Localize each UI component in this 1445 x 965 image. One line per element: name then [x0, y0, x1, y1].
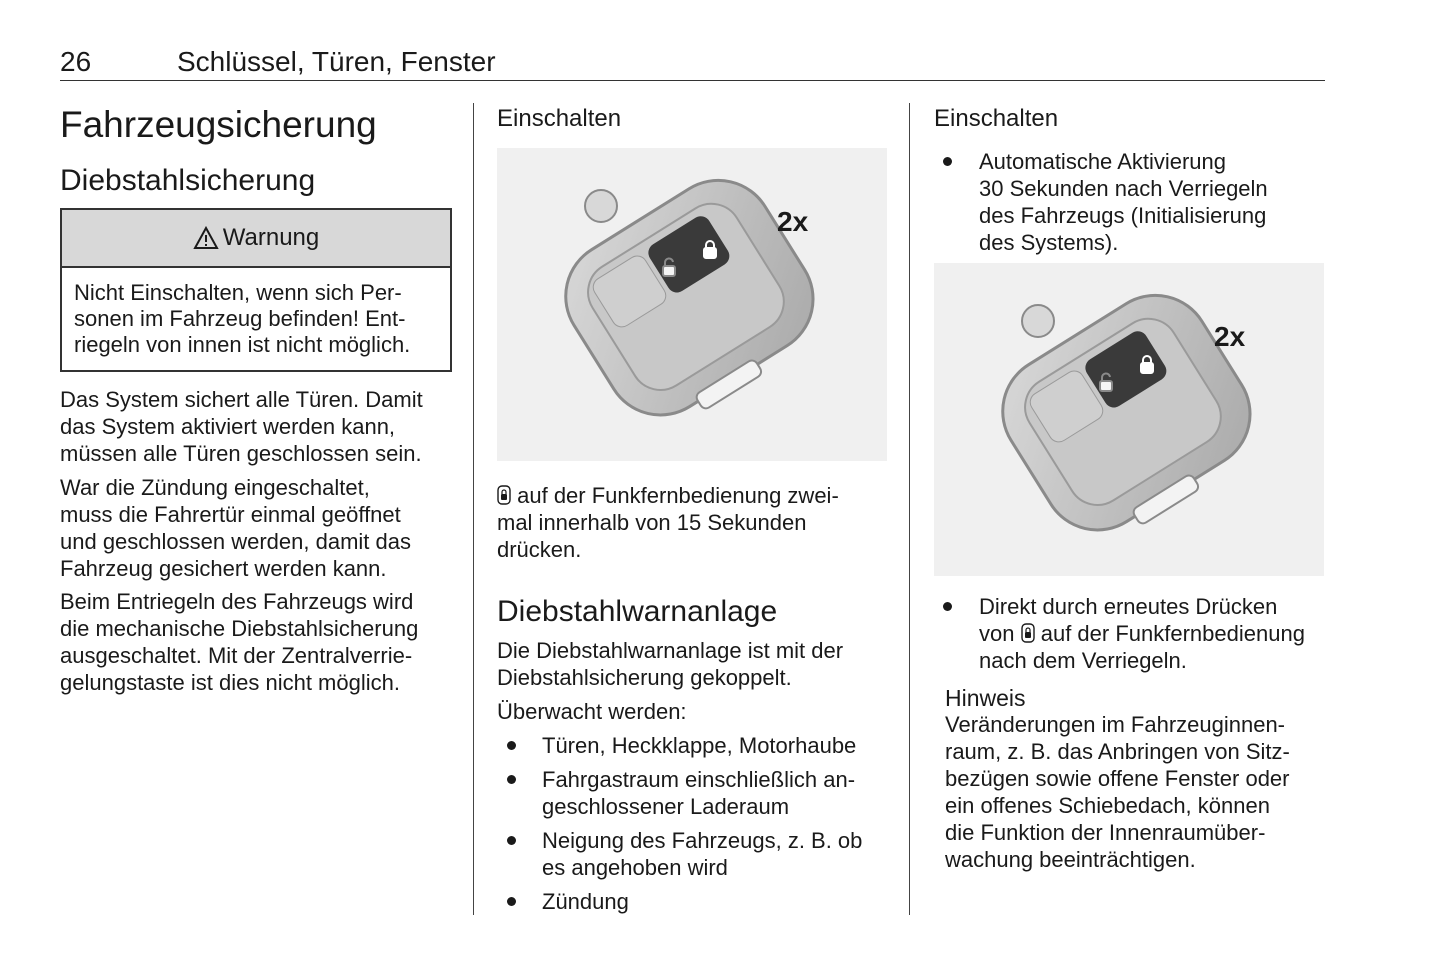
bullet-dot [943, 602, 952, 611]
text-line: War die Zündung eingeschaltet, [60, 475, 370, 500]
monitored-intro: Überwacht werden: [497, 699, 687, 724]
key-fob-illustration-2 [934, 263, 1324, 576]
text-line: Fahrgastraum einschließlich an- [542, 767, 856, 792]
bullet-dot [943, 157, 952, 166]
text-line: Diebstahlsicherung gekoppelt. [497, 665, 792, 690]
text-line: des Fahrzeugs (Initialisierung [979, 203, 1267, 228]
section-heading-diebstahlsicherung: Diebstahlsicherung [60, 164, 316, 197]
text-line: nach dem Verriegeln. [979, 648, 1187, 673]
page-heading: Fahrzeugsicherung [60, 104, 377, 145]
text-line: drücken. [497, 537, 582, 562]
text-line: raum, z. B. das Anbringen von Sitz- [945, 739, 1290, 764]
text-line: die mechanische Diebstahlsicherung [60, 616, 419, 641]
monitored-list [507, 732, 897, 915]
text-line: ausgeschaltet. Mit der Zentralverrie- [60, 643, 413, 668]
text-line: Automatische Aktivierung [979, 149, 1227, 174]
text-line: Beim Entriegeln des Fahrzeugs wird [60, 589, 414, 614]
list-item [507, 827, 897, 881]
section-title: Schlüssel, Türen, Fenster [177, 46, 496, 77]
key-fob-image-2 [934, 263, 1324, 576]
warning-label: Warnung [222, 224, 320, 251]
text-line: muss die Fahrertür einmal geöffnet [60, 502, 401, 527]
column-divider-2 [909, 103, 910, 915]
activation-list [943, 148, 1333, 256]
list-item [507, 888, 897, 915]
text-line: mal innerhalb von 15 Sekunden [497, 510, 807, 535]
list-item [507, 732, 897, 759]
text-line: müssen alle Türen geschlossen sein. [60, 441, 422, 466]
bullet-dot [507, 741, 516, 750]
paragraph [60, 474, 460, 582]
paragraph [497, 637, 897, 691]
text-line: auf der Funkfernbedienung zwei- [517, 483, 839, 508]
bullet-dot [507, 897, 516, 906]
paragraph [60, 386, 460, 467]
list-item [943, 148, 1333, 256]
list-item [507, 766, 897, 820]
text-line: geschlossener Laderaum [542, 794, 790, 819]
text-line: Veränderungen im Fahrzeuginnen- [945, 712, 1286, 737]
text-line: 30 Sekunden nach Verriegeln [979, 176, 1268, 201]
text-line: Türen, Heckklappe, Motorhaube [542, 733, 857, 758]
warning-line: sonen im Fahrzeug befinden! Ent- [74, 306, 406, 331]
press-count-label: 2x [777, 206, 809, 237]
text-line: die Funktion der Innenraumüber- [945, 820, 1266, 845]
note-text [945, 711, 1330, 873]
text-line: Direkt durch erneutes Drücken [979, 594, 1278, 619]
paragraph [60, 588, 460, 696]
warning-header [62, 210, 450, 268]
warning-line: riegeln von innen ist nicht möglich. [74, 332, 411, 357]
warning-triangle-icon [193, 226, 219, 250]
text-line: ein offenes Schiebedach, können [945, 793, 1270, 818]
subheading-einschalten: Einschalten [497, 105, 622, 132]
text-line: Die Diebstahlwarnanlage ist mit der [497, 638, 844, 663]
text-line: gelungstaste ist dies nicht möglich. [60, 670, 400, 695]
page-number: 26 [60, 46, 92, 77]
list-item [943, 593, 1333, 674]
bullet-dot [507, 775, 516, 784]
text-line: Zündung [542, 889, 629, 914]
text-line: das System aktiviert werden kann, [60, 414, 396, 439]
text-line: Das System sichert alle Türen. Damit [60, 387, 423, 412]
text-line: Fahrzeug gesichert werden kann. [60, 556, 387, 581]
press-count-label-2: 2x [1214, 321, 1246, 352]
warning-text [62, 268, 450, 370]
text-line: wachung beeinträchtigen. [945, 847, 1196, 872]
text-line: bezügen sowie offene Fenster oder [945, 766, 1290, 791]
header-divider [60, 80, 1325, 81]
lock-icon [497, 485, 511, 505]
text-line: es angehoben wird [542, 855, 728, 880]
key-fob-image [497, 148, 887, 461]
lock-icon [1021, 623, 1035, 643]
direct-activation-list [943, 593, 1333, 674]
bullet-dot [507, 836, 516, 845]
text-fragment: von [979, 621, 1015, 646]
warning-box [60, 208, 452, 372]
key-fob-illustration [497, 148, 887, 461]
subheading-einschalten-2: Einschalten [934, 105, 1059, 132]
text-line [979, 620, 1333, 647]
text-line: des Systems). [979, 230, 1119, 255]
text-line: und geschlossen werden, damit das [60, 529, 411, 554]
instruction-text [497, 482, 897, 563]
text-fragment: auf der Funkfernbedienung [1040, 621, 1305, 646]
warning-line: Nicht Einschalten, wenn sich Per- [74, 280, 402, 305]
section-heading-diebstahlwarnanlage: Diebstahlwarnanlage [497, 595, 778, 628]
text-line: Neigung des Fahrzeugs, z. B. ob [542, 828, 863, 853]
note-heading: Hinweis [945, 685, 1026, 711]
column-divider-1 [473, 103, 474, 915]
